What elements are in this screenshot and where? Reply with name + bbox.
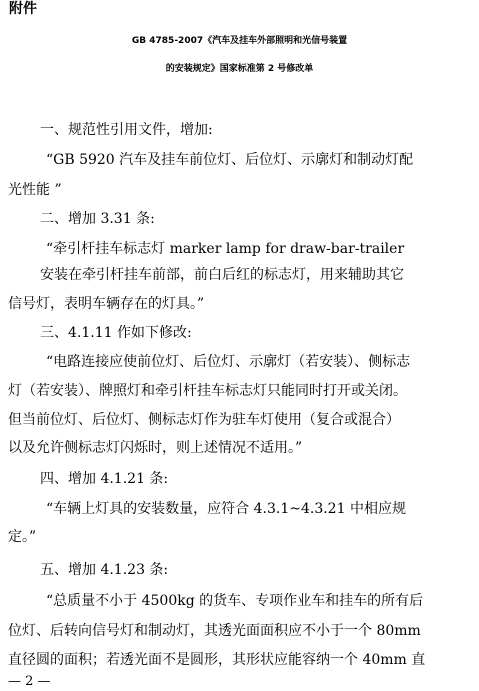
page-number: — 2 —: [8, 674, 51, 689]
body-line: 三、4.1.11 作如下修改:: [40, 325, 192, 341]
body-line: “牵引杆挂车标志灯 marker lamp for draw-bar-trailer: [46, 241, 405, 257]
body-line: “总质量不小于 4500kg 的货车、专项作业车和挂车的所有后: [46, 593, 424, 609]
body-line: 以及允许侧标志灯闪烁时，则上述情况不适用。”: [8, 440, 303, 456]
body-line: 直径圆的面积；若透光面不是圆形，其形状应能容纳一个 40mm 直: [8, 652, 426, 668]
body-line: 一、规范性引用文件，增加:: [40, 122, 213, 138]
body-line: 二、增加 3.31 条:: [40, 211, 155, 227]
body-line: 位灯、后转向信号灯和制动灯，其透光面面积应不小于一个 80mm: [8, 623, 421, 639]
attachment-label: 附件: [9, 1, 37, 17]
body-line: 信号灯，表明车辆存在的灯具。”: [8, 296, 205, 312]
document-title-line-1: GB 4785-2007《汽车及挂车外部照明和光信号装置: [131, 36, 348, 46]
body-line: “电路连接应使前位灯、后位灯、示廓灯（若安装）、侧标志: [46, 354, 411, 370]
body-line: 安装在牵引杆挂车前部，前白后红的标志灯，用来辅助其它: [40, 267, 404, 283]
document-title-line-2: 的安装规定》国家标准第 2 号修改单: [165, 64, 314, 74]
body-line: 五、增加 4.1.23 条:: [40, 562, 169, 578]
body-line: “GB 5920 汽车及挂车前位灯、后位灯、示廓灯和制动灯配: [46, 152, 414, 168]
body-line: 但当前位灯、后位灯、侧标志灯作为驻车灯使用（复合或混合）: [8, 412, 400, 428]
body-line: “车辆上灯具的安装数量，应符合 4.3.1~4.3.21 中相应规: [46, 501, 406, 517]
body-line: 光性能 ”: [8, 182, 62, 198]
body-line: 定。”: [8, 529, 37, 545]
body-line: 四、增加 4.1.21 条:: [40, 471, 169, 487]
body-line: 灯（若安装）、牌照灯和牵引杆挂车标志灯只能同时打开或关闭。: [8, 383, 407, 399]
